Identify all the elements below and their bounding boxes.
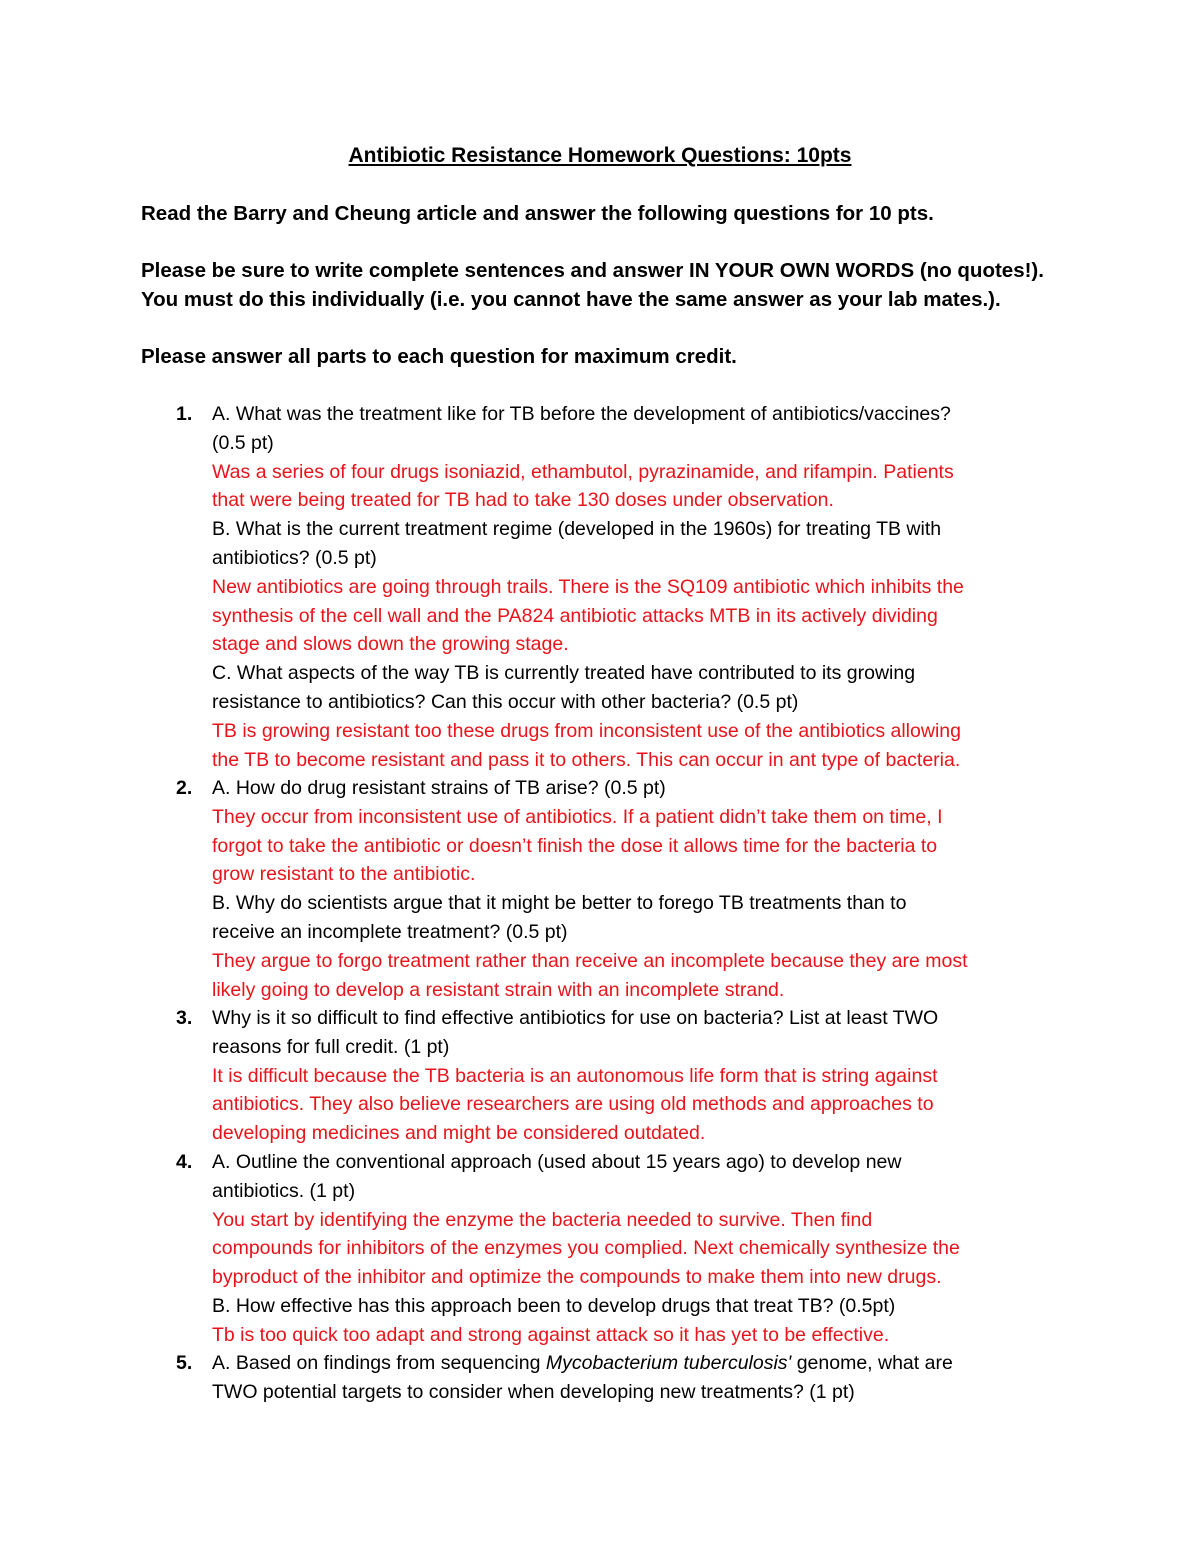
question-prompt: A. Outline the conventional approach (used about 15 years ago) to develop new	[212, 1151, 902, 1173]
question-prompt: B. Why do scientists argue that it might be better to forego TB treatments than to	[212, 892, 907, 915]
question-prompt: A. How do drug resistant strains of TB arise? (0.5 pt)	[212, 777, 666, 799]
question-body	[212, 1148, 1092, 1350]
answer-text: stage and slows down the growing stage.	[212, 633, 569, 656]
question-prompt: Why is it so difficult to find effective antibiotics for use on bacteria? List at least TWO	[212, 1007, 939, 1029]
question-body	[212, 774, 1092, 1004]
question-prompt: antibiotics. (1 pt)	[212, 1179, 356, 1202]
question-body	[212, 400, 1092, 774]
answer-text: forgot to take the antibiotic or doesn’t finish the dose it allows time for the bacteria to	[212, 834, 938, 857]
answer-text: synthesis of the cell wall and the PA824 antibiotic attacks MTB in its actively dividing	[212, 604, 938, 627]
answer-text: It is difficult because the TB bacteria is an autonomous life form that is string against	[212, 1064, 938, 1087]
question-number: 1.	[176, 403, 193, 425]
question-prompt: resistance to antibiotics? Can this occur with other bacteria? (0.5 pt)	[212, 690, 799, 713]
prompt-text: A. Based on findings from sequencing	[212, 1352, 546, 1374]
question-prompt: reasons for full credit. (1 pt)	[212, 1035, 450, 1058]
question-number: 4.	[176, 1151, 193, 1173]
prompt-text: genome, what are	[791, 1352, 953, 1374]
intro-instructions-1: Please be sure to write complete sentences and answer IN YOUR OWN WORDS (no quotes!).	[141, 259, 1044, 282]
question-prompt: (0.5 pt)	[212, 431, 274, 454]
question-prompt	[212, 1349, 1092, 1378]
question-prompt: TWO potential targets to consider when developing new treatments? (1 pt)	[212, 1380, 855, 1403]
answer-text: developing medicines and might be considered outdated.	[212, 1122, 706, 1145]
intro-instructions-2: You must do this individually (i.e. you cannot have the same answer as your lab mates.).	[141, 288, 1001, 311]
answer-text: TB is growing resistant too these drugs from inconsistent use of the antibiotics allowing	[212, 719, 961, 742]
question-prompt: B. How effective has this approach been to develop drugs that treat TB? (0.5pt)	[212, 1294, 896, 1317]
species-name: Mycobacterium tuberculosis'	[545, 1352, 792, 1374]
intro-instructions-3: Please answer all parts to each question for maximum credit.	[141, 345, 737, 368]
answer-text: byproduct of the inhibitor and optimize the compounds to make them into new drugs.	[212, 1266, 942, 1289]
answer-text: grow resistant to the antibiotic.	[212, 863, 476, 886]
answer-text: likely going to develop a resistant strain with an incomplete strand.	[212, 978, 785, 1001]
answer-text: compounds for inhibitors of the enzymes you complied. Next chemically synthesize the	[212, 1237, 960, 1260]
question-number: 2.	[176, 777, 193, 799]
answer-text: You start by identifying the enzyme the bacteria needed to survive. Then find	[212, 1208, 873, 1231]
answer-text: They occur from inconsistent use of antibiotics. If a patient didn’t take them on time, I	[212, 805, 943, 828]
question-prompt: C. What aspects of the way TB is currently treated have contributed to its growing	[212, 662, 916, 685]
question-prompt: antibiotics? (0.5 pt)	[212, 546, 377, 569]
question-prompt: B. What is the current treatment regime (developed in the 1960s) for treating TB with	[212, 518, 942, 541]
answer-text: Tb is too quick too adapt and strong against attack so it has yet to be effective.	[212, 1323, 890, 1346]
answer-text: New antibiotics are going through trails. There is the SQ109 antibiotic which inhibits the	[212, 575, 964, 598]
answer-text: Was a series of four drugs isoniazid, ethambutol, pyrazinamide, and rifampin. Patients	[212, 460, 954, 483]
question-number: 5.	[176, 1352, 193, 1374]
answer-text: antibiotics. They also believe researchers are using old methods and approaches to	[212, 1093, 934, 1116]
intro-read: Read the Barry and Cheung article and answer the following questions for 10 pts.	[141, 202, 934, 225]
question-number: 3.	[176, 1007, 193, 1029]
question-body	[212, 1004, 1092, 1148]
answer-text: that were being treated for TB had to take 130 doses under observation.	[212, 489, 834, 512]
question-prompt: A. What was the treatment like for TB before the development of antibiotics/vaccines?	[212, 403, 951, 425]
answer-text: the TB to become resistant and pass it to others. This can occur in ant type of bacteria.	[212, 748, 961, 771]
answer-text: They argue to forgo treatment rather than receive an incomplete because they are most	[212, 949, 968, 972]
page-title: Antibiotic Resistance Homework Questions: 10pts	[348, 144, 852, 167]
question-body	[212, 1349, 1092, 1407]
question-prompt: receive an incomplete treatment? (0.5 pt)	[212, 920, 568, 943]
